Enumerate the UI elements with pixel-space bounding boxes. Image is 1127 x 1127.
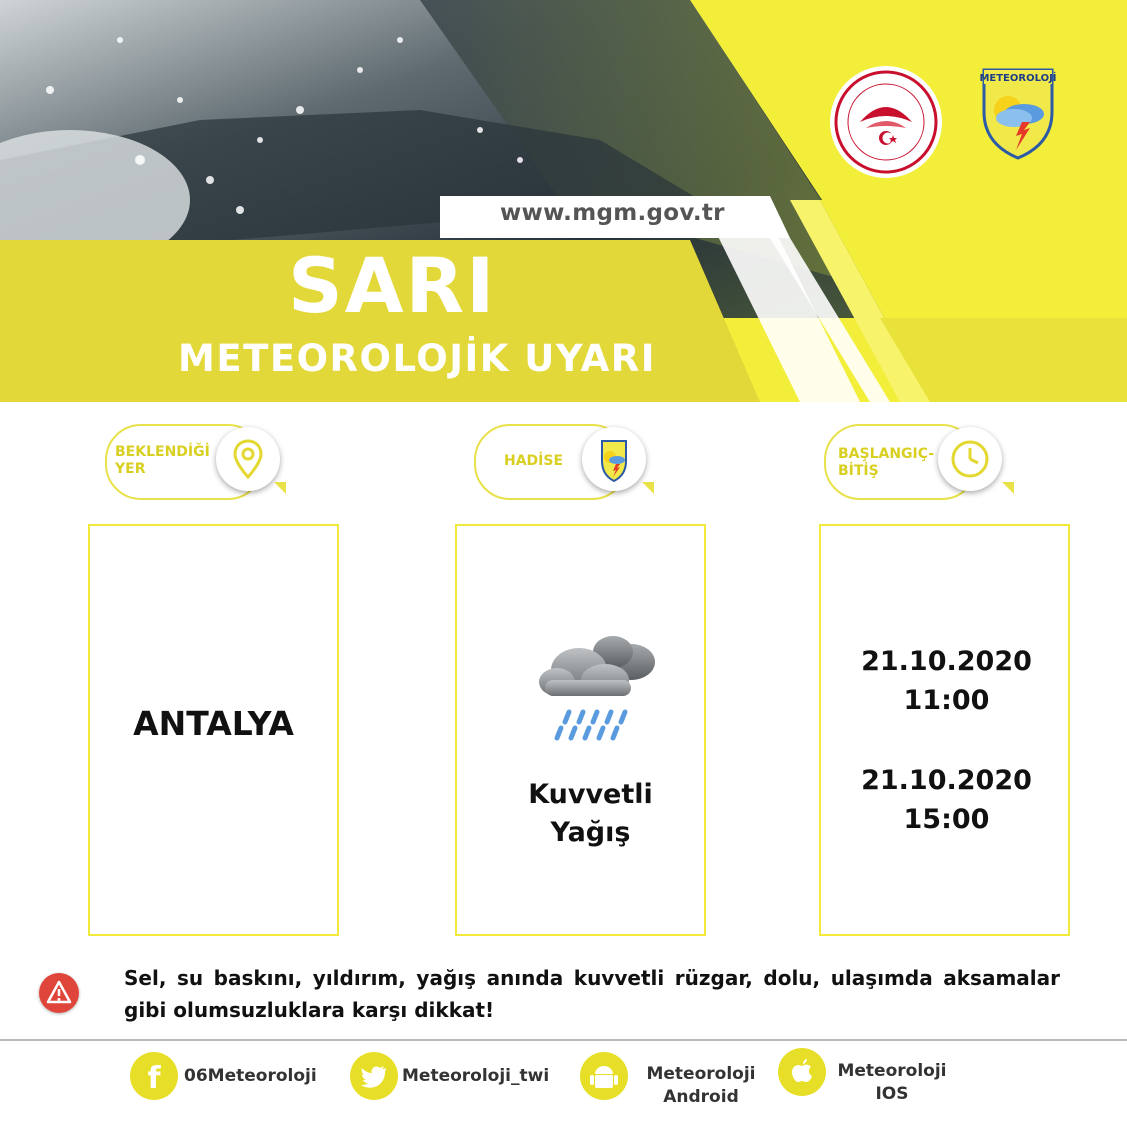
pill-pointer (274, 482, 286, 494)
start-time: 11:00 (903, 685, 990, 716)
start-date: 21.10.2020 (861, 646, 1032, 677)
pill-pointer (1002, 482, 1014, 494)
twitter-icon[interactable] (350, 1052, 398, 1100)
pill-pointer (642, 482, 654, 494)
section-label-line2: YER (115, 461, 146, 477)
meteoroloji-logo (978, 62, 1058, 162)
svg-text:f: f (147, 1061, 161, 1096)
rain-cloud-icon (537, 614, 667, 744)
android-line2: Android (663, 1087, 739, 1107)
time-card (819, 524, 1070, 936)
ios-line1: Meteoroloji (837, 1061, 947, 1081)
android-link[interactable] (636, 1063, 766, 1109)
header-banner (0, 0, 1127, 402)
android-line1: Meteoroloji (646, 1064, 756, 1084)
facebook-link[interactable]: 06Meteoroloji (184, 1066, 317, 1086)
alert-level-title: SARI (288, 241, 497, 330)
clock-icon (938, 427, 1002, 491)
footer-divider (0, 1039, 1127, 1041)
location-value: ANTALYA (133, 704, 294, 743)
section-label-line2: BİTİŞ (838, 463, 879, 479)
ios-line2: IOS (875, 1084, 909, 1104)
warning-message: Sel, su baskını, yıldırım, yağış anında kuvvetli rüzgar, dolu, ulaşımda aksamalar gibi olumsuzluklara karşı dikkat! (124, 966, 1060, 1022)
event-line2: Yağış (550, 817, 631, 848)
end-time: 15:00 (903, 804, 990, 835)
section-label-line1: BEKLENDİĞİ (115, 444, 210, 460)
location-card (88, 524, 339, 936)
alert-subtitle: METEOROLOJİK UYARI (178, 337, 656, 380)
warning-triangle-icon (39, 973, 79, 1013)
logo-text: METEOROLOJİ (979, 73, 1057, 84)
end-date: 21.10.2020 (861, 765, 1032, 796)
meteoroloji-logo-icon (582, 427, 646, 491)
android-icon[interactable] (580, 1052, 628, 1100)
facebook-icon[interactable] (130, 1052, 178, 1100)
location-pin-icon (216, 427, 280, 491)
website-url[interactable]: www.mgm.gov.tr (500, 200, 725, 226)
section-label-line1: HADİSE (504, 453, 564, 469)
ios-link[interactable] (832, 1060, 952, 1106)
event-card (455, 524, 706, 936)
twitter-link[interactable]: Meteoroloji_twi (402, 1066, 550, 1086)
section-label-line1: BAŞLANGIÇ- (838, 446, 935, 462)
apple-icon[interactable] (778, 1048, 826, 1096)
ministry-seal-logo (830, 66, 942, 178)
event-line1: Kuvvetli (528, 779, 653, 810)
